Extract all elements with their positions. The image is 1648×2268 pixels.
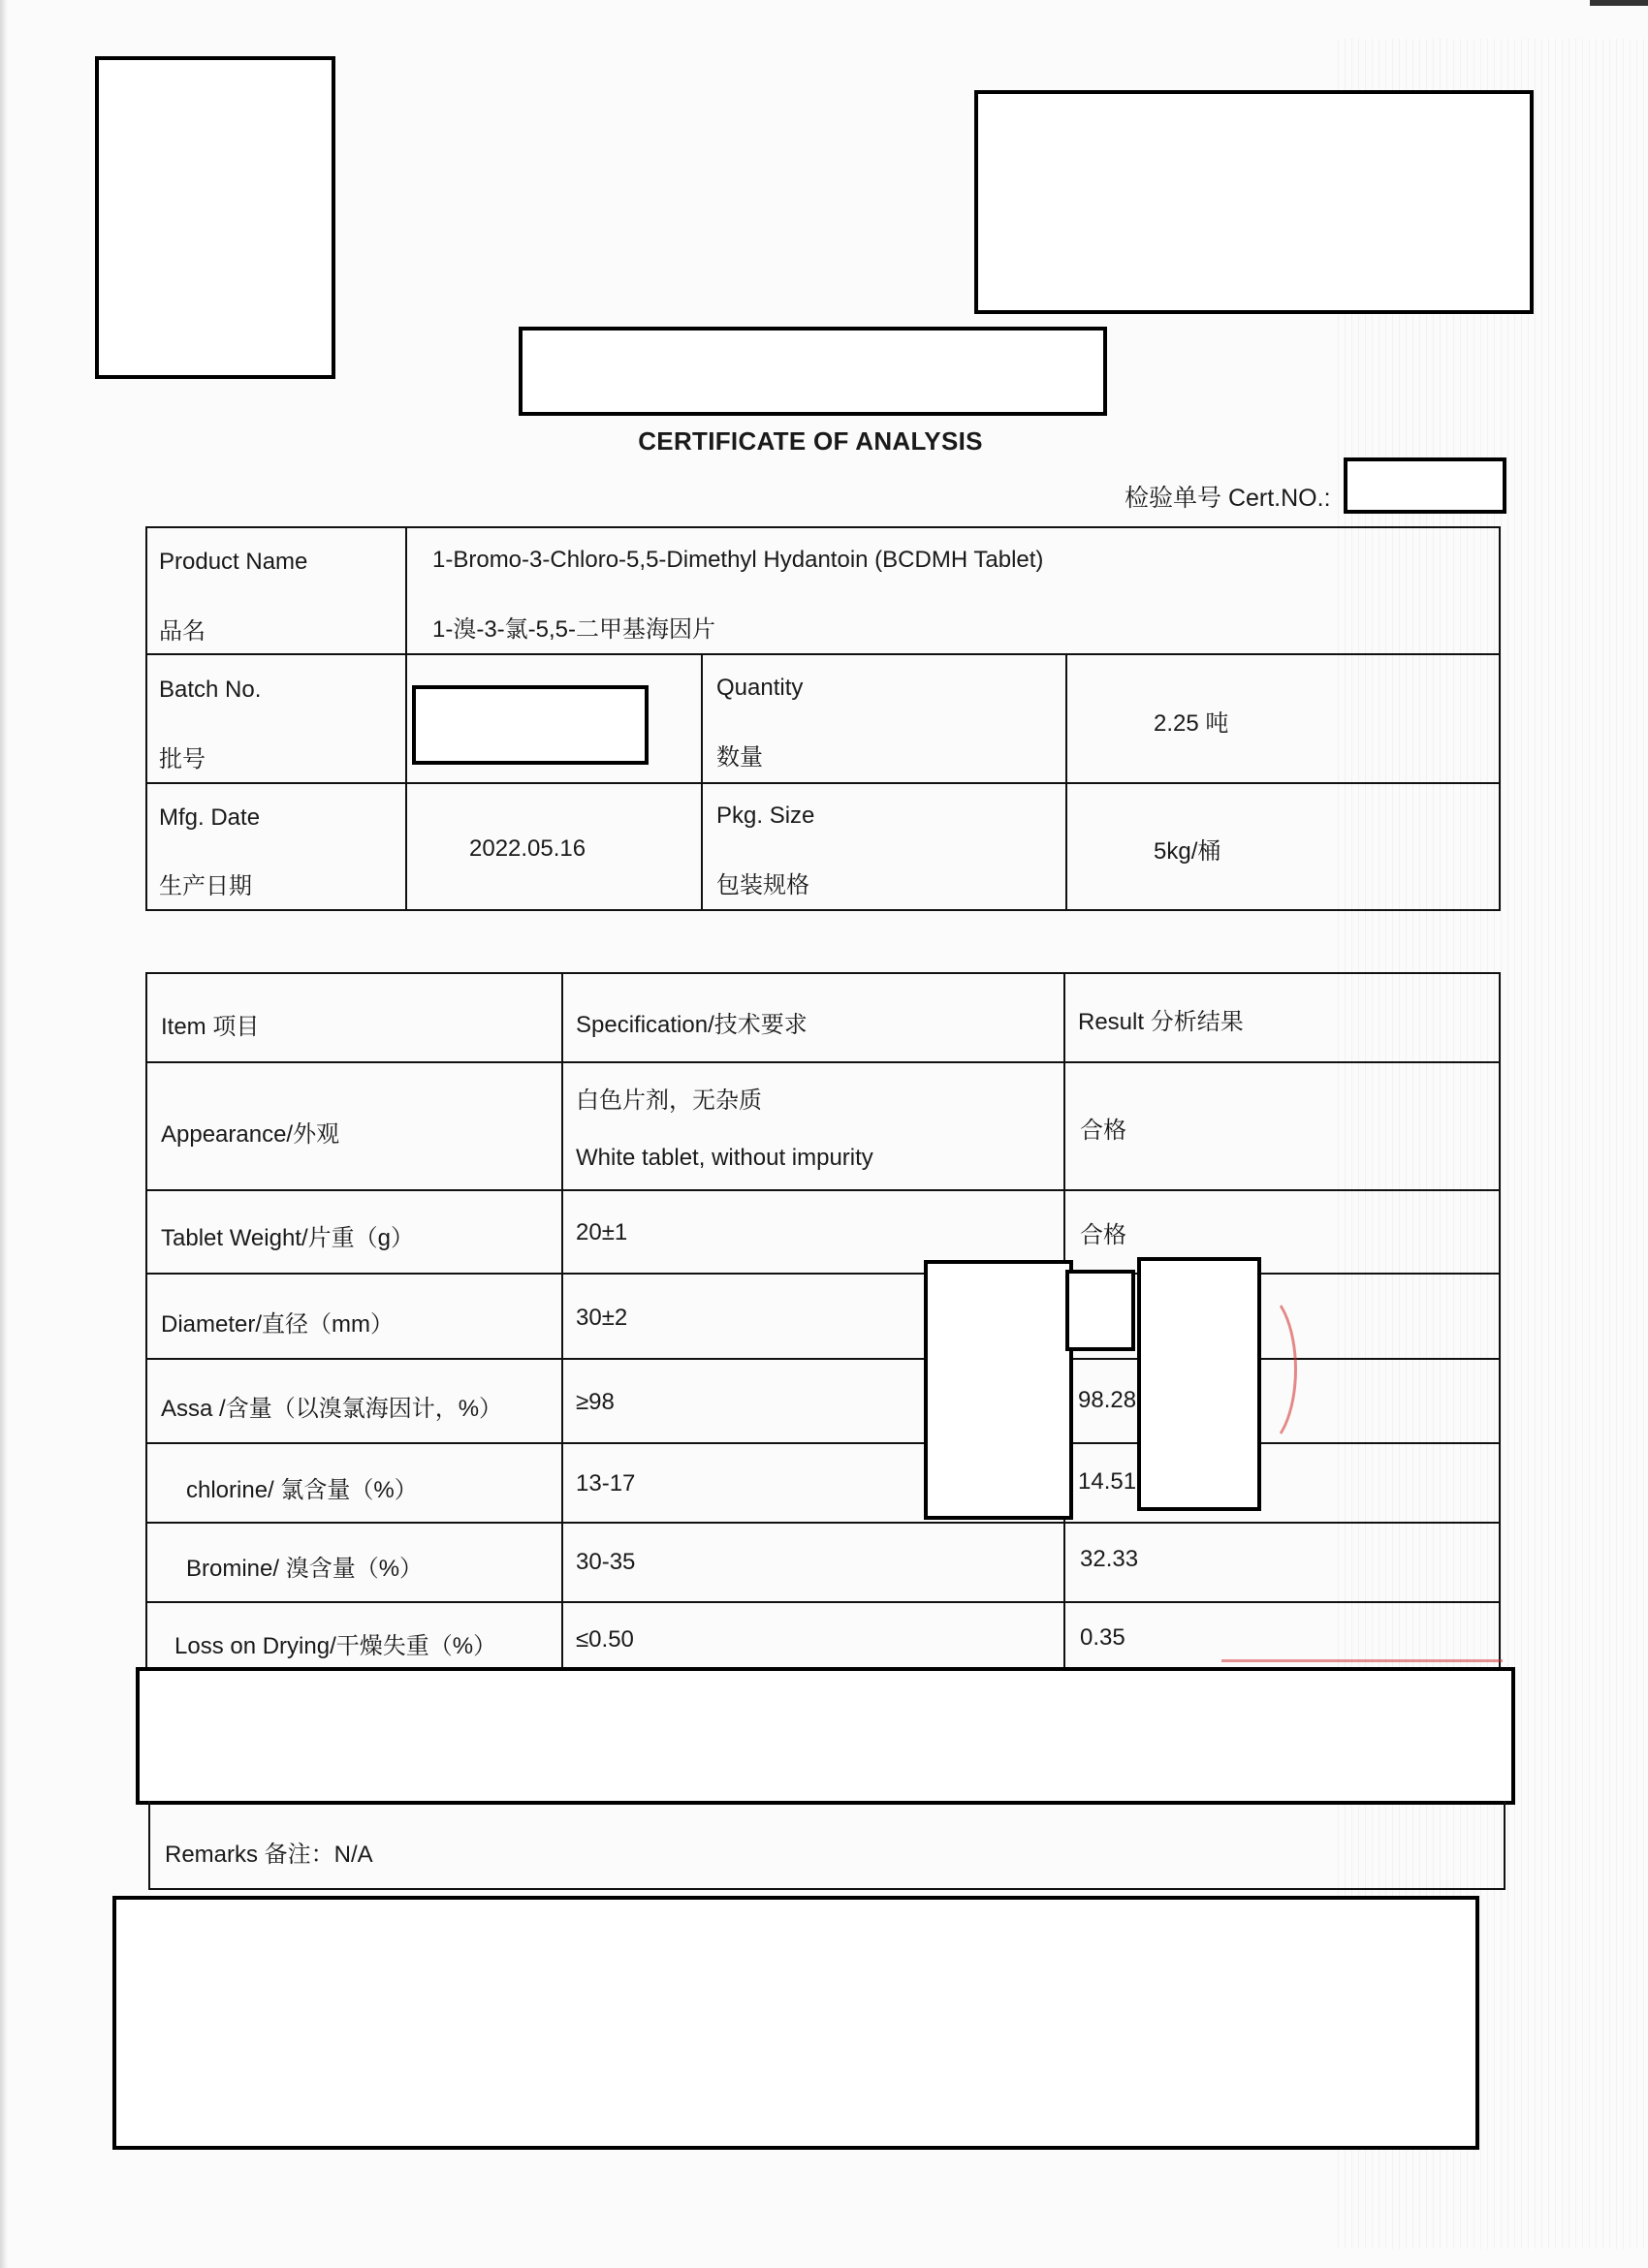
bromine-spec: 30-35 — [576, 1549, 636, 1575]
diameter-spec: 30±2 — [576, 1305, 628, 1331]
redacted-cert-no — [1344, 457, 1506, 514]
redacted-logo — [95, 56, 335, 379]
redacted-batch-no — [412, 685, 649, 765]
assay-item: Assa /含量（以溴氯海因计，%） — [161, 1396, 503, 1422]
assay-spec: ≥98 — [576, 1389, 615, 1415]
scan-edge — [0, 0, 8, 2268]
redacted-result-block-1 — [924, 1260, 1073, 1520]
appearance-result: 合格 — [1080, 1118, 1126, 1144]
remarks: Remarks 备注：N/A — [165, 1842, 373, 1868]
chlorine-result: 14.51 — [1078, 1468, 1137, 1495]
header-result: Result 分析结果 — [1078, 1009, 1244, 1035]
redacted-conclusion — [136, 1667, 1515, 1805]
pkg-size-value: 5kg/桶 — [1154, 838, 1221, 865]
mfg-date-label-cn: 生产日期 — [159, 873, 252, 899]
appearance-item: Appearance/外观 — [161, 1121, 340, 1148]
bromine-item: Bromine/ 溴含量（%） — [186, 1556, 424, 1582]
diameter-item: Diameter/直径（mm） — [161, 1311, 395, 1338]
loss-on-drying-item: Loss on Drying/干燥失重（%） — [174, 1633, 497, 1659]
batch-label-cn: 批号 — [159, 746, 206, 772]
redacted-result-block-3 — [1137, 1257, 1261, 1511]
header-spec: Specification/技术要求 — [576, 1012, 808, 1038]
loss-on-drying-result: 0.35 — [1080, 1624, 1125, 1651]
bromine-result: 32.33 — [1080, 1546, 1139, 1572]
redacted-signatures — [112, 1896, 1479, 2150]
redacted-company-info — [974, 90, 1534, 314]
batch-label: Batch No. — [159, 677, 262, 703]
tablet-weight-item: Tablet Weight/片重（g） — [161, 1225, 414, 1251]
quantity-value: 2.25 吨 — [1154, 710, 1229, 737]
redacted-company-name — [519, 327, 1107, 416]
tablet-weight-result: 合格 — [1080, 1222, 1126, 1248]
scan-mark — [1590, 0, 1648, 6]
product-name-value-cn: 1-溴-3-氯-5,5-二甲基海因片 — [432, 616, 716, 643]
appearance-spec: White tablet, without impurity — [576, 1145, 873, 1171]
document-title: CERTIFICATE OF ANALYSIS — [638, 426, 983, 456]
header-item: Item 项目 — [161, 1014, 260, 1040]
chlorine-item: chlorine/ 氯含量（%） — [186, 1477, 418, 1503]
red-seal-line — [1221, 1659, 1503, 1662]
assay-result: 98.28 — [1078, 1387, 1137, 1413]
tablet-weight-spec: 20±1 — [576, 1219, 628, 1245]
redacted-result-block-2 — [1065, 1270, 1135, 1351]
chlorine-spec: 13-17 — [576, 1470, 636, 1496]
quantity-label-cn: 数量 — [716, 744, 763, 771]
appearance-spec-cn: 白色片剂，无杂质 — [576, 1087, 762, 1114]
product-name-label: Product Name — [159, 549, 308, 575]
pkg-size-label-cn: 包装规格 — [716, 872, 809, 898]
product-name-value: 1-Bromo-3-Chloro-5,5-Dimethyl Hydantoin (BCDMH Tablet) — [432, 547, 1044, 573]
pkg-size-label: Pkg. Size — [716, 803, 815, 829]
product-name-label-cn: 品名 — [159, 618, 206, 645]
mfg-date-label: Mfg. Date — [159, 804, 261, 831]
mfg-date-value: 2022.05.16 — [469, 835, 586, 862]
cert-no-label: 检验单号 Cert.NO.: — [1125, 485, 1331, 512]
loss-on-drying-spec: ≤0.50 — [576, 1626, 634, 1653]
quantity-label: Quantity — [716, 675, 804, 701]
